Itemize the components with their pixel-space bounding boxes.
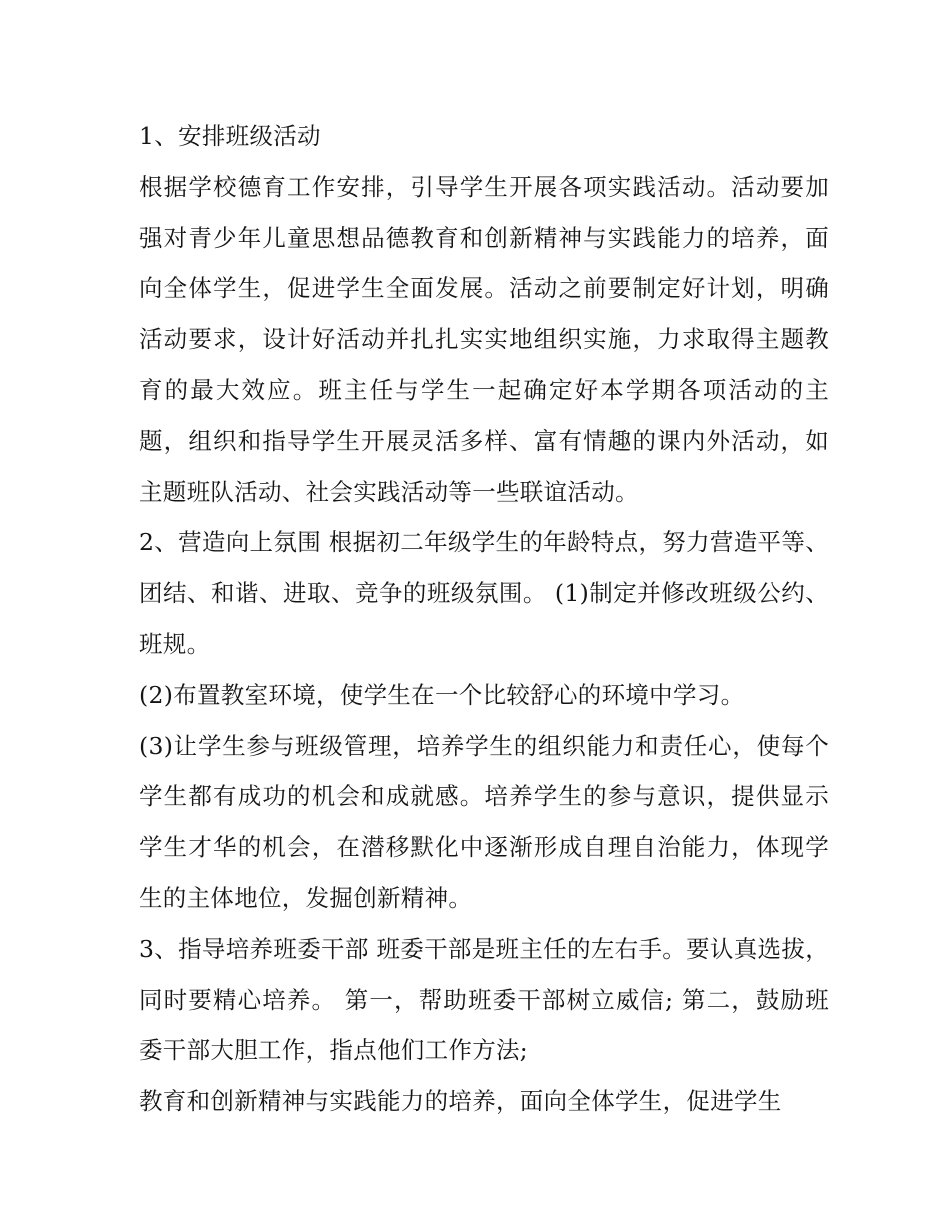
paragraph-activities: 根据学校德育工作安排，引导学生开展各项实践活动。活动要加强对青少年儿童思想品德教育和创新精神与实践能力的培养，面向全体学生，促进学生全面发展。活动之前要制定好计划，明确活动要求，设计好活动并扎扎实实地组织实施，力求取得主题教育的最大效应。班主任与学生一起确定好本学期各项活动的主题，组织和指导学生开展灵活多样、富有情趣的课内外活动，如主题班队活动、社会实践活动等一些联谊活动。 (139, 172, 829, 506)
section-heading-2-paragraph: 2、营造向上氛围 根据初二年级学生的年龄特点，努力营造平等、团结、和谐、进取、竞争的班级氛围。 (1)制定并修改班级公约、班规。 (139, 528, 829, 658)
section-heading-1: 1、安排班级活动 (139, 122, 321, 150)
paragraph-truncated: 教育和创新精神与实践能力的培养，面向全体学生，促进学生 (139, 1087, 782, 1116)
paragraph-classroom-environment: (2)布置教室环境，使学生在一个比较舒心的环境中学习。 (139, 680, 745, 709)
section-heading-3-paragraph: 3、指导培养班委干部 班委干部是班主任的左右手。要认真选拔，同时要精心培养。 第一，帮助班委干部树立威信; 第二，鼓励班委干部大胆工作，指点他们工作方法; (139, 934, 829, 1065)
document-body (139, 111, 829, 1127)
paragraph-class-management: (3)让学生参与班级管理，培养学生的组织能力和责任心，使每个学生都有成功的机会和成就感。培养学生的参与意识，提供显示学生才华的机会，在潜移默化中逐渐形成自理自治能力，体现学生的主体地位，发掘创新精神。 (139, 731, 829, 912)
